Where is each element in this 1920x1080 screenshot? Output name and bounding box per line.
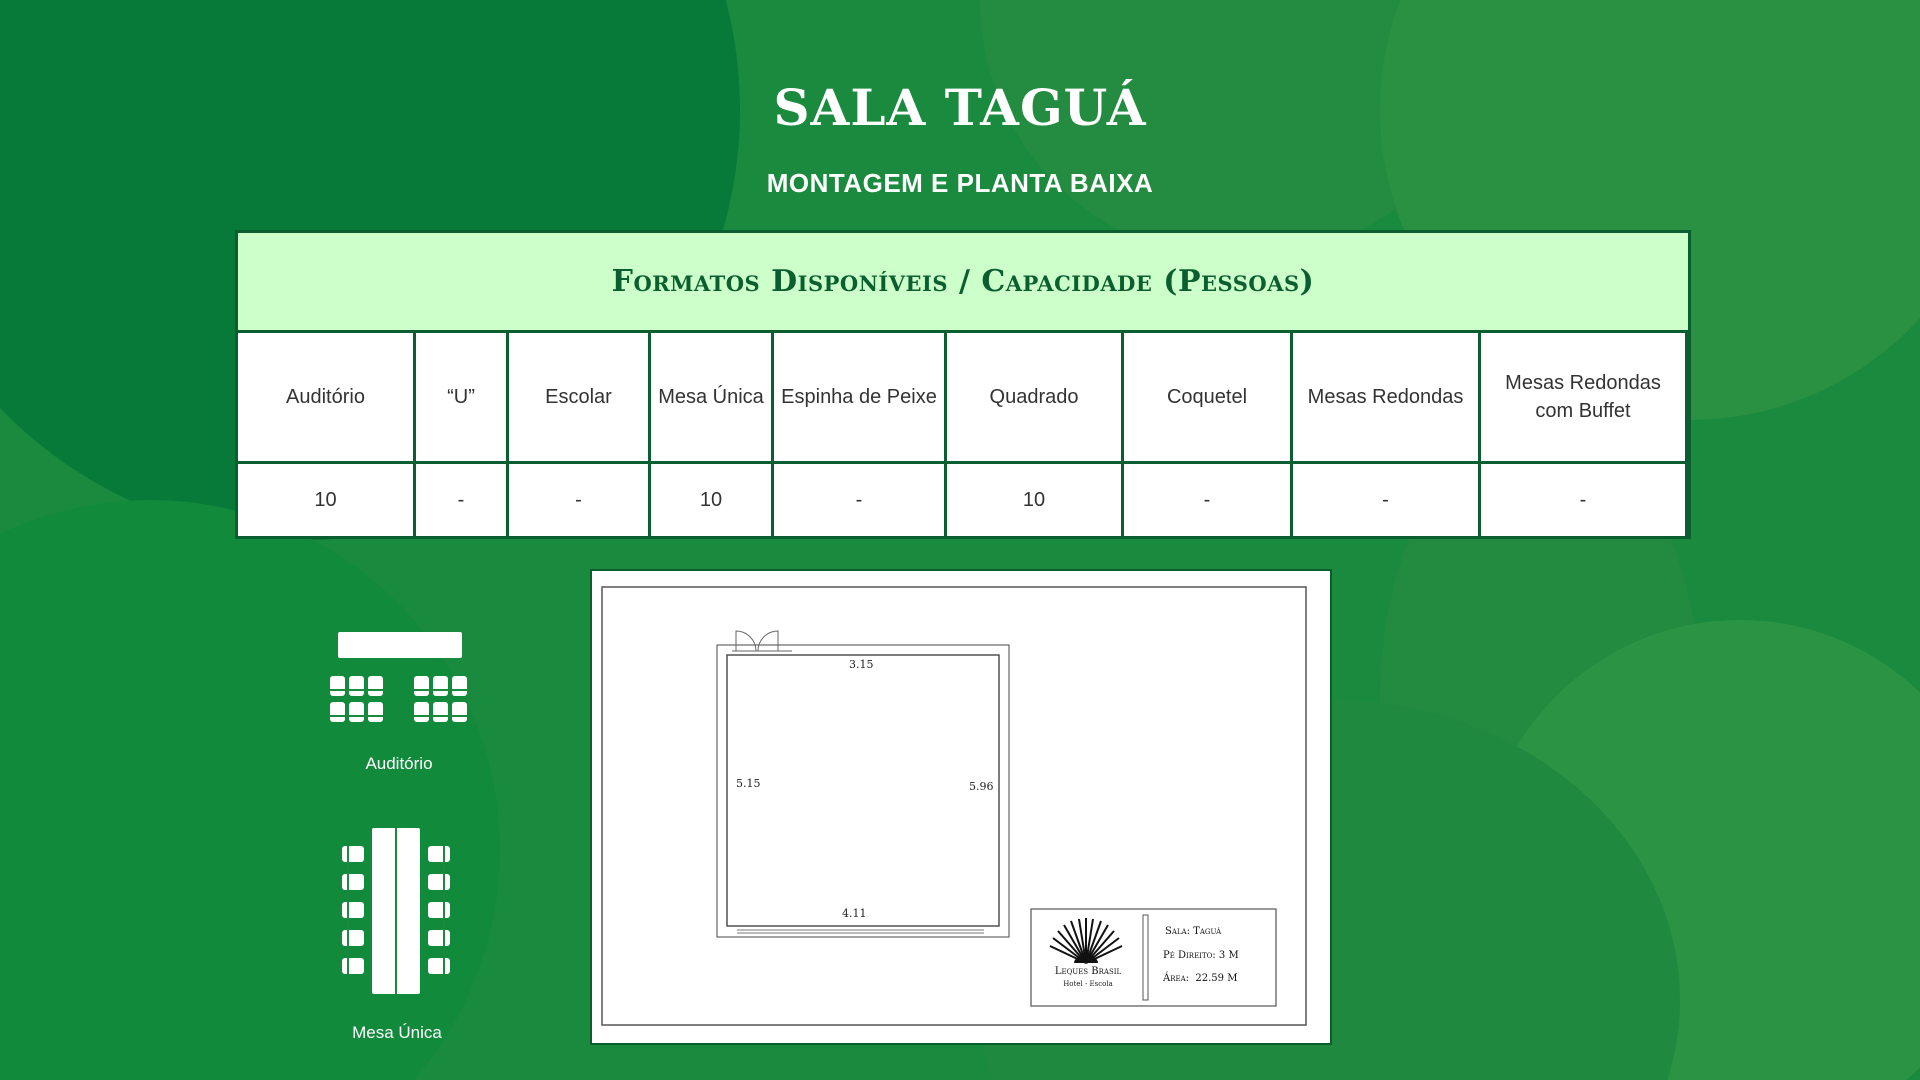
capacity-table — [235, 230, 1691, 539]
format-label: Mesas Redondas — [1293, 333, 1478, 461]
auditorium-layout-icon — [328, 630, 472, 726]
capacity-value: 10 — [238, 464, 413, 536]
dimension-left: 5.15 — [736, 777, 761, 790]
capacity-value: - — [509, 464, 648, 536]
format-labels-row — [238, 333, 1688, 461]
format-label: Espinha de Peixe — [774, 333, 944, 461]
format-label: Quadrado — [947, 333, 1121, 461]
capacity-value: - — [416, 464, 506, 536]
single-table-caption: Mesa Única — [352, 1023, 442, 1042]
capacity-value: - — [1481, 464, 1685, 536]
auditorium-caption: Auditório — [365, 754, 433, 773]
single-table-layout-icon — [336, 826, 456, 996]
capacity-value: - — [1124, 464, 1290, 536]
info-area: Área: 22.59 M — [1163, 973, 1238, 984]
info-ceiling-height: Pé Direito: 3 M — [1163, 950, 1239, 961]
format-label: Auditório — [238, 333, 413, 461]
format-label: Coquetel — [1124, 333, 1290, 461]
info-room-name: Sala: Taguá — [1165, 926, 1222, 937]
dimension-top: 3.15 — [849, 658, 874, 671]
capacity-value: 10 — [947, 464, 1121, 536]
dimension-right: 5.96 — [969, 780, 994, 793]
format-label: Escolar — [509, 333, 648, 461]
logo-brand: Leques Brasil — [1054, 966, 1122, 977]
capacity-value: 10 — [651, 464, 771, 536]
format-label: “U” — [416, 333, 506, 461]
capacity-table-header: Formatos Disponíveis / Capacidade (Pessoas) — [238, 233, 1688, 330]
dimension-bottom: 4.11 — [842, 907, 867, 920]
page-title: SALA TAGUÁ — [773, 78, 1147, 137]
capacity-values-row — [238, 464, 1688, 536]
floor-plan — [590, 569, 1332, 1045]
page-subtitle: MONTAGEM E PLANTA BAIXA — [766, 168, 1154, 198]
capacity-value: - — [1293, 464, 1478, 536]
capacity-value: - — [774, 464, 944, 536]
format-label: Mesa Única — [651, 333, 771, 461]
format-label: Mesas Redondas com Buffet — [1481, 333, 1685, 461]
logo-tagline: Hotel - Escola — [1063, 980, 1113, 988]
